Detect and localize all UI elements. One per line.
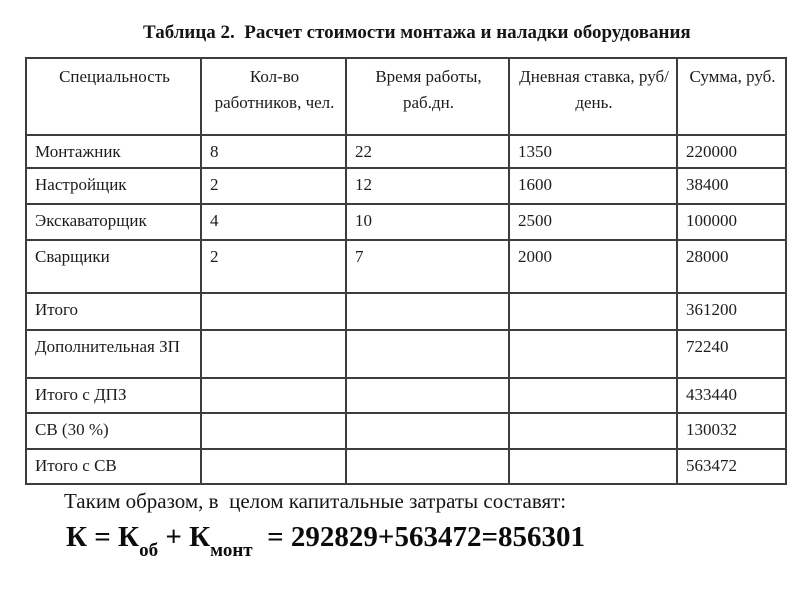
cell-rate: 2000 [509, 240, 677, 293]
formula-part: + К [158, 521, 211, 553]
cell-rate: 1600 [509, 168, 677, 204]
cell-specialty: Итого [26, 293, 201, 330]
cell-rate [509, 449, 677, 484]
cell-workers: 2 [201, 168, 346, 204]
cell-specialty: Итого с ДПЗ [26, 378, 201, 413]
cell-specialty: Настройщик [26, 168, 201, 204]
table-header-row [26, 58, 786, 135]
table-row [26, 135, 786, 168]
table-row [26, 378, 786, 413]
cell-sum: 28000 [677, 240, 786, 293]
cell-days [346, 330, 509, 378]
cell-days [346, 449, 509, 484]
cell-days: 7 [346, 240, 509, 293]
formula-part: = 292829+563472=856301 [252, 521, 585, 553]
cell-workers: 4 [201, 204, 346, 240]
cell-days [346, 413, 509, 449]
formula-subscript-ob: об [139, 540, 159, 561]
cell-sum: 38400 [677, 168, 786, 204]
cell-rate: 2500 [509, 204, 677, 240]
table-row [26, 449, 786, 484]
cell-specialty: Экскаваторщик [26, 204, 201, 240]
cell-specialty: Дополнительная ЗП [26, 330, 201, 378]
cell-sum: 72240 [677, 330, 786, 378]
conclusion-text: Таким образом, в целом капитальные затраты составят: [64, 489, 567, 513]
cell-days: 12 [346, 168, 509, 204]
table-caption: Таблица 2. Расчет стоимости монтажа и наладки оборудования [143, 22, 691, 43]
table-row [26, 330, 786, 378]
cell-days: 22 [346, 135, 509, 168]
header-specialty: Специальность [26, 58, 201, 135]
cell-rate: 1350 [509, 135, 677, 168]
header-days: Время работы, раб.дн. [346, 58, 509, 135]
cell-specialty: Сварщики [26, 240, 201, 293]
cell-sum: 130032 [677, 413, 786, 449]
header-sum: Сумма, руб. [677, 58, 786, 135]
formula-subscript-mont: монт [210, 540, 253, 561]
cell-specialty: СВ (30 %) [26, 413, 201, 449]
capital-costs-formula [66, 521, 585, 561]
cell-workers [201, 378, 346, 413]
cell-specialty: Итого с СВ [26, 449, 201, 484]
header-rate: Дневная ставка, руб/день. [509, 58, 677, 135]
cell-days [346, 378, 509, 413]
cell-workers [201, 449, 346, 484]
cell-sum: 563472 [677, 449, 786, 484]
cell-rate [509, 413, 677, 449]
cell-workers [201, 413, 346, 449]
table-row [26, 293, 786, 330]
cell-sum: 100000 [677, 204, 786, 240]
cell-sum: 433440 [677, 378, 786, 413]
cell-rate [509, 330, 677, 378]
cell-workers: 2 [201, 240, 346, 293]
cell-sum: 220000 [677, 135, 786, 168]
cell-specialty: Монтажник [26, 135, 201, 168]
cell-rate [509, 378, 677, 413]
table-row [26, 204, 786, 240]
cost-table [25, 57, 787, 485]
cell-days [346, 293, 509, 330]
table-row [26, 413, 786, 449]
header-workers: Кол-во работников, чел. [201, 58, 346, 135]
cell-workers [201, 293, 346, 330]
table-row [26, 240, 786, 293]
formula-part: К = К [66, 521, 140, 553]
cell-workers [201, 330, 346, 378]
cell-rate [509, 293, 677, 330]
cell-workers: 8 [201, 135, 346, 168]
cell-days: 10 [346, 204, 509, 240]
cell-sum: 361200 [677, 293, 786, 330]
table-row [26, 168, 786, 204]
